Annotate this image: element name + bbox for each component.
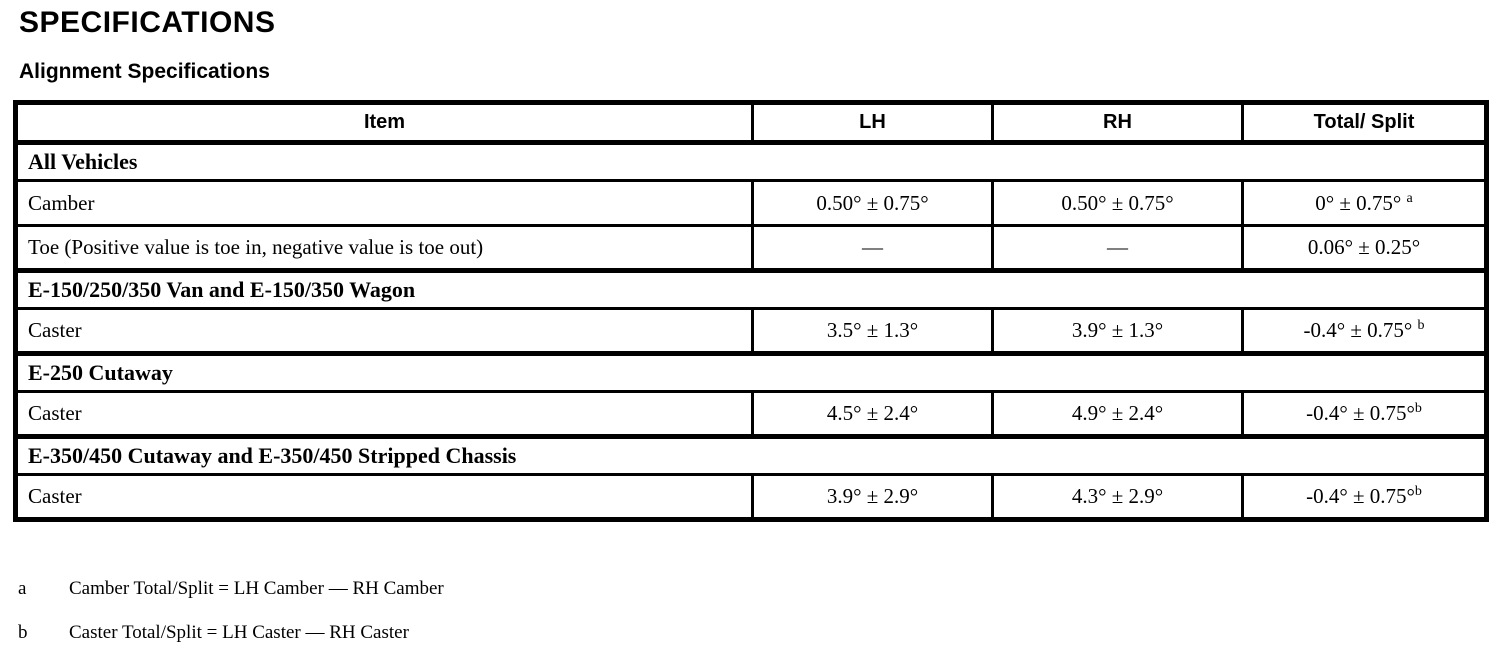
table-header-row [16,103,1487,143]
total-split-value-cell [1243,392,1487,437]
rh-value-cell: 4.9° ± 2.4° [993,392,1243,437]
rh-value-cell: 0.50° ± 0.75° [993,181,1243,226]
footnote-marker-superscript: b [1417,318,1425,333]
footnote-marker-superscript: a [1406,190,1413,206]
total-split-value-cell [1243,475,1487,520]
footnote-marker-superscript: b [1414,401,1422,416]
total-split-value: -0.4° ± 0.75° [1306,401,1415,425]
lh-value-cell: 0.50° ± 0.75° [753,181,993,226]
table-row-caster-e250-cutaway [16,392,1487,437]
item-cell: Toe (Positive value is toe in, negative value is toe out) [16,226,753,271]
section-header-row-e150-van-wagon [16,271,1487,309]
footnote-marker-superscript: b [1414,484,1422,499]
section-header-label: E-250 Cutaway [16,354,1487,392]
section-header-row-e250-cutaway [16,354,1487,392]
section-header-label: All Vehicles [16,143,1487,181]
table-row-toe [16,226,1487,271]
table-row-caster-van-wagon [16,309,1487,354]
column-header-rh: RH [993,103,1243,143]
alignment-specifications-table [13,100,1489,522]
footnote-text: Camber Total/Split = LH Camber — RH Camber [69,578,444,599]
page-title: SPECIFICATIONS [19,6,276,39]
total-split-value-cell [1243,309,1487,354]
total-split-value: 0° ± 0.75° [1315,190,1407,215]
lh-value-cell: 4.5° ± 2.4° [753,392,993,437]
total-split-value: 0.06° ± 0.25° [1307,235,1421,259]
rh-value-cell: 3.9° ± 1.3° [993,309,1243,354]
item-cell: Camber [16,181,753,226]
item-cell: Caster [16,392,753,437]
section-header-label: E-150/250/350 Van and E-150/350 Wagon [16,271,1487,309]
footnote-marker: a [18,578,27,599]
lh-value-cell: — [753,226,993,271]
footnote-text: Caster Total/Split = LH Caster — RH Caster [69,622,409,643]
rh-value-cell: 4.3° ± 2.9° [993,475,1243,520]
table-row-caster-e350-450 [16,475,1487,520]
section-header-row-all-vehicles [16,143,1487,181]
item-cell: Caster [16,309,753,354]
table-row-camber [16,181,1487,226]
total-split-value-cell [1243,181,1487,226]
item-cell: Caster [16,475,753,520]
column-header-lh: LH [753,103,993,143]
column-header-item: Item [16,103,753,143]
total-split-value: -0.4° ± 0.75° [1306,484,1415,508]
column-header-total-split: Total/ Split [1243,103,1487,143]
total-split-value: -0.4° ± 0.75° [1303,318,1418,342]
rh-value-cell: — [993,226,1243,271]
lh-value-cell: 3.9° ± 2.9° [753,475,993,520]
footnotes [18,578,444,650]
section-header-label: E-350/450 Cutaway and E-350/450 Stripped Chassis [16,437,1487,475]
section-header-row-e350-450-cutaway [16,437,1487,475]
lh-value-cell: 3.5° ± 1.3° [753,309,993,354]
total-split-value-cell [1243,226,1487,271]
footnote-b [18,622,444,644]
footnote-marker: b [18,622,28,643]
footnote-a [18,578,444,600]
section-subtitle: Alignment Specifications [19,60,270,83]
